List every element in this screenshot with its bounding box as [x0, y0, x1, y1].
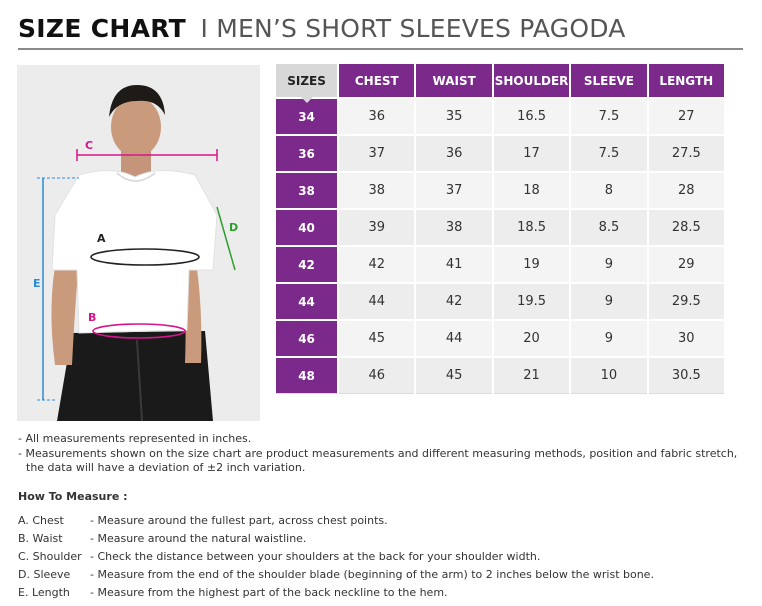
sleeve-value: 7.5 — [571, 97, 646, 134]
length-value: 27.5 — [649, 134, 724, 171]
note-deviation: - Measurements shown on the size chart are product measurements and different measuring methods, position and fabric stretch, the data will have a deviation of ±2 inch variation. — [18, 446, 738, 474]
waist-value: 38 — [416, 208, 491, 245]
chest-value: 39 — [339, 208, 414, 245]
header-sizes: SIZES — [276, 64, 337, 97]
page-header — [18, 14, 743, 50]
chest-value: 45 — [339, 319, 414, 356]
label-a: A — [97, 232, 106, 245]
table-row — [276, 208, 724, 245]
chest-value: 37 — [339, 134, 414, 171]
shoulder-value: 19.5 — [494, 282, 569, 319]
table-row — [276, 171, 724, 208]
size-value: 34 — [276, 97, 337, 134]
waist-value: 37 — [416, 171, 491, 208]
shoulder-value: 18.5 — [494, 208, 569, 245]
length-value: 30.5 — [649, 356, 724, 394]
shoulder-value: 19 — [494, 245, 569, 282]
chest-value: 42 — [339, 245, 414, 282]
header-length: LENGTH — [649, 64, 724, 97]
sleeve-value: 8.5 — [571, 208, 646, 245]
header-waist: WAIST — [416, 64, 491, 97]
how-to-desc: - Check the distance between your shoulders at the back for your shoulder width. — [90, 550, 541, 563]
how-to-desc: - Measure around the fullest part, across chest points. — [90, 514, 388, 527]
size-value: 38 — [276, 171, 337, 208]
how-to-item-waist — [18, 530, 748, 548]
size-value: 48 — [276, 356, 337, 394]
model-photo — [17, 65, 260, 421]
length-value: 28 — [649, 171, 724, 208]
shoulder-value: 17 — [494, 134, 569, 171]
how-to-desc: - Measure from the end of the shoulder blade (beginning of the arm) to 2 inches below the wrist bone. — [90, 568, 654, 581]
chest-value: 44 — [339, 282, 414, 319]
sleeve-value: 9 — [571, 282, 646, 319]
how-to-label: A. Chest — [18, 514, 64, 527]
size-value: 42 — [276, 245, 337, 282]
length-value: 29 — [649, 245, 724, 282]
table-row — [276, 282, 724, 319]
length-value: 29.5 — [649, 282, 724, 319]
size-value: 44 — [276, 282, 337, 319]
waist-value: 36 — [416, 134, 491, 171]
how-to-measure-section — [18, 490, 748, 602]
size-value: 46 — [276, 319, 337, 356]
size-value: 36 — [276, 134, 337, 171]
shoulder-value: 18 — [494, 171, 569, 208]
label-c: C — [85, 139, 94, 152]
how-to-item-sleeve — [18, 566, 748, 584]
chest-value: 46 — [339, 356, 414, 394]
how-to-item-shoulder — [18, 548, 748, 566]
table-row — [276, 319, 724, 356]
waist-value: 35 — [416, 97, 491, 134]
sleeve-value: 10 — [571, 356, 646, 394]
table-row — [276, 134, 724, 171]
notes-section — [18, 432, 748, 476]
page-subtitle: I MEN’S SHORT SLEEVES PAGODA — [200, 14, 626, 43]
sleeve-value: 9 — [571, 319, 646, 356]
length-value: 27 — [649, 97, 724, 134]
how-to-label: D. Sleeve — [18, 568, 71, 581]
note-units: - All measurements represented in inches. — [18, 432, 252, 445]
how-to-desc: - Measure around the natural waistline. — [90, 532, 307, 545]
waist-value: 41 — [416, 245, 491, 282]
table-row — [276, 97, 724, 134]
table-row — [276, 245, 724, 282]
chest-value: 38 — [339, 171, 414, 208]
how-to-label: C. Shoulder — [18, 550, 82, 563]
shoulder-value: 16.5 — [494, 97, 569, 134]
size-chart-table — [274, 64, 726, 394]
shoulder-value: 20 — [494, 319, 569, 356]
label-e: E — [33, 277, 41, 290]
label-b: B — [88, 311, 97, 324]
header-chest: CHEST — [339, 64, 414, 97]
how-to-item-chest — [18, 512, 748, 530]
measurement-illustration — [17, 65, 260, 421]
shoulder-value: 21 — [494, 356, 569, 394]
head — [111, 97, 161, 157]
how-to-label: B. Waist — [18, 532, 63, 545]
length-value: 28.5 — [649, 208, 724, 245]
label-d: D — [229, 221, 239, 234]
header-shoulder: SHOULDER — [494, 64, 569, 97]
how-to-desc: - Measure from the highest part of the back neckline to the hem. — [90, 586, 448, 599]
sleeve-value: 9 — [571, 245, 646, 282]
length-value: 30 — [649, 319, 724, 356]
how-to-item-length — [18, 584, 748, 602]
header-sleeve: SLEEVE — [571, 64, 646, 97]
waist-value: 42 — [416, 282, 491, 319]
how-to-label: E. Length — [18, 586, 70, 599]
table-row — [276, 356, 724, 394]
how-to-measure-title: How To Measure : — [18, 490, 128, 503]
table-header-row — [276, 64, 724, 97]
waist-value: 44 — [416, 319, 491, 356]
chest-value: 36 — [339, 97, 414, 134]
waist-value: 45 — [416, 356, 491, 394]
page-title: SIZE CHART — [18, 14, 187, 43]
sleeve-value: 8 — [571, 171, 646, 208]
size-value: 40 — [276, 208, 337, 245]
sleeve-value: 7.5 — [571, 134, 646, 171]
